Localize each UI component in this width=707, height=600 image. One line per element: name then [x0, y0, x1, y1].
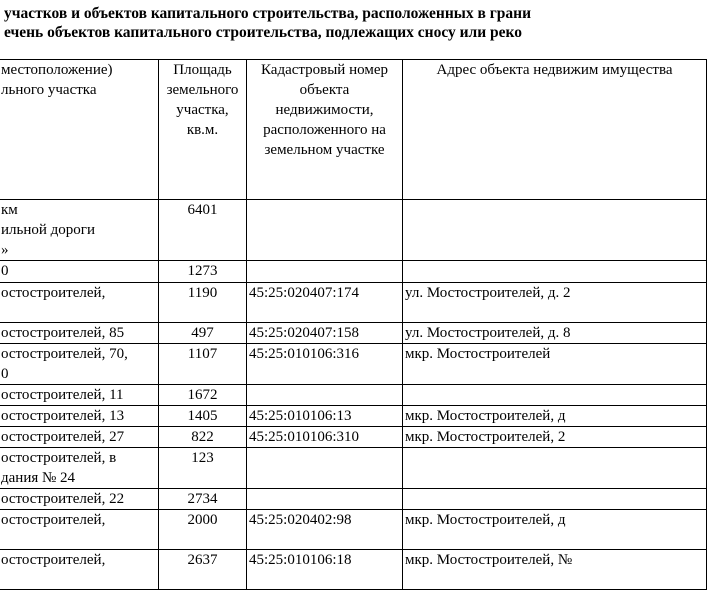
location-cell: остостроителей,	[0, 550, 159, 590]
area-cell: 1107	[159, 344, 247, 385]
table-row	[0, 448, 707, 489]
table-row	[0, 510, 707, 550]
location-cell: остостроителей, 22	[0, 489, 159, 510]
column-header-area: Площадь земельного участка, кв.м.	[159, 60, 247, 200]
table-row	[0, 550, 707, 590]
document-heading-line-1: участков и объектов капитального строительства, расположенных в грани	[4, 5, 532, 22]
document-heading-line-2: ечень объектов капитального строительства, подлежащих сносу или реко	[4, 24, 523, 41]
location-cell: остостроителей, 13	[0, 406, 159, 427]
location-cell: остостроителей, в дания № 24	[0, 448, 159, 489]
cadastral-number-cell: 45:25:010106:13	[247, 406, 403, 427]
area-cell: 822	[159, 427, 247, 448]
cadastral-number-cell: 45:25:010106:316	[247, 344, 403, 385]
table-row	[0, 427, 707, 448]
location-cell: остостроителей,	[0, 283, 159, 323]
table-row	[0, 261, 707, 283]
table-row	[0, 283, 707, 323]
cadastral-number-cell	[247, 385, 403, 406]
address-cell	[403, 200, 707, 261]
area-cell: 6401	[159, 200, 247, 261]
location-cell: остостроителей, 11	[0, 385, 159, 406]
address-cell	[403, 489, 707, 510]
area-cell: 2734	[159, 489, 247, 510]
address-cell	[403, 385, 707, 406]
address-cell	[403, 448, 707, 489]
table-row	[0, 489, 707, 510]
column-header-location: местоположение) льного участка	[0, 60, 159, 200]
address-cell: мкр. Мостостроителей, 2	[403, 427, 707, 448]
area-cell: 1273	[159, 261, 247, 283]
cadastral-number-cell: 45:25:010106:310	[247, 427, 403, 448]
address-cell: мкр. Мостостроителей, д	[403, 510, 707, 550]
cadastral-number-cell	[247, 489, 403, 510]
cadastral-number-cell	[247, 261, 403, 283]
cadastral-number-cell: 45:25:020407:158	[247, 323, 403, 344]
table-row	[0, 344, 707, 385]
address-cell	[403, 261, 707, 283]
table-header-row	[0, 60, 707, 200]
area-cell: 2637	[159, 550, 247, 590]
column-header-cadastral: Кадастровый номер объекта недвижимости, расположенного на земельном участке	[247, 60, 403, 200]
address-cell: ул. Мостостроителей, д. 2	[403, 283, 707, 323]
address-cell: мкр. Мостостроителей, д	[403, 406, 707, 427]
table-row	[0, 323, 707, 344]
column-header-address: Адрес объекта недвижим имущества	[403, 60, 707, 200]
cadastral-number-cell: 45:25:020407:174	[247, 283, 403, 323]
table-body	[0, 200, 707, 590]
area-cell: 2000	[159, 510, 247, 550]
cadastral-number-cell: 45:25:010106:18	[247, 550, 403, 590]
address-cell: мкр. Мостостроителей, №	[403, 550, 707, 590]
area-cell: 1672	[159, 385, 247, 406]
area-cell: 123	[159, 448, 247, 489]
area-cell: 1190	[159, 283, 247, 323]
location-cell: остостроителей, 70, 0	[0, 344, 159, 385]
cadastral-number-cell	[247, 200, 403, 261]
objects-table	[0, 59, 707, 590]
location-cell: остостроителей, 27	[0, 427, 159, 448]
location-cell: 0	[0, 261, 159, 283]
table-row	[0, 200, 707, 261]
area-cell: 497	[159, 323, 247, 344]
location-cell: остостроителей,	[0, 510, 159, 550]
location-cell: остостроителей, 85	[0, 323, 159, 344]
address-cell: ул. Мостостроителей, д. 8	[403, 323, 707, 344]
address-cell: мкр. Мостостроителей	[403, 344, 707, 385]
area-cell: 1405	[159, 406, 247, 427]
table-row	[0, 385, 707, 406]
cadastral-number-cell: 45:25:020402:98	[247, 510, 403, 550]
cadastral-number-cell	[247, 448, 403, 489]
location-cell: км ильной дороги »	[0, 200, 159, 261]
table-row	[0, 406, 707, 427]
